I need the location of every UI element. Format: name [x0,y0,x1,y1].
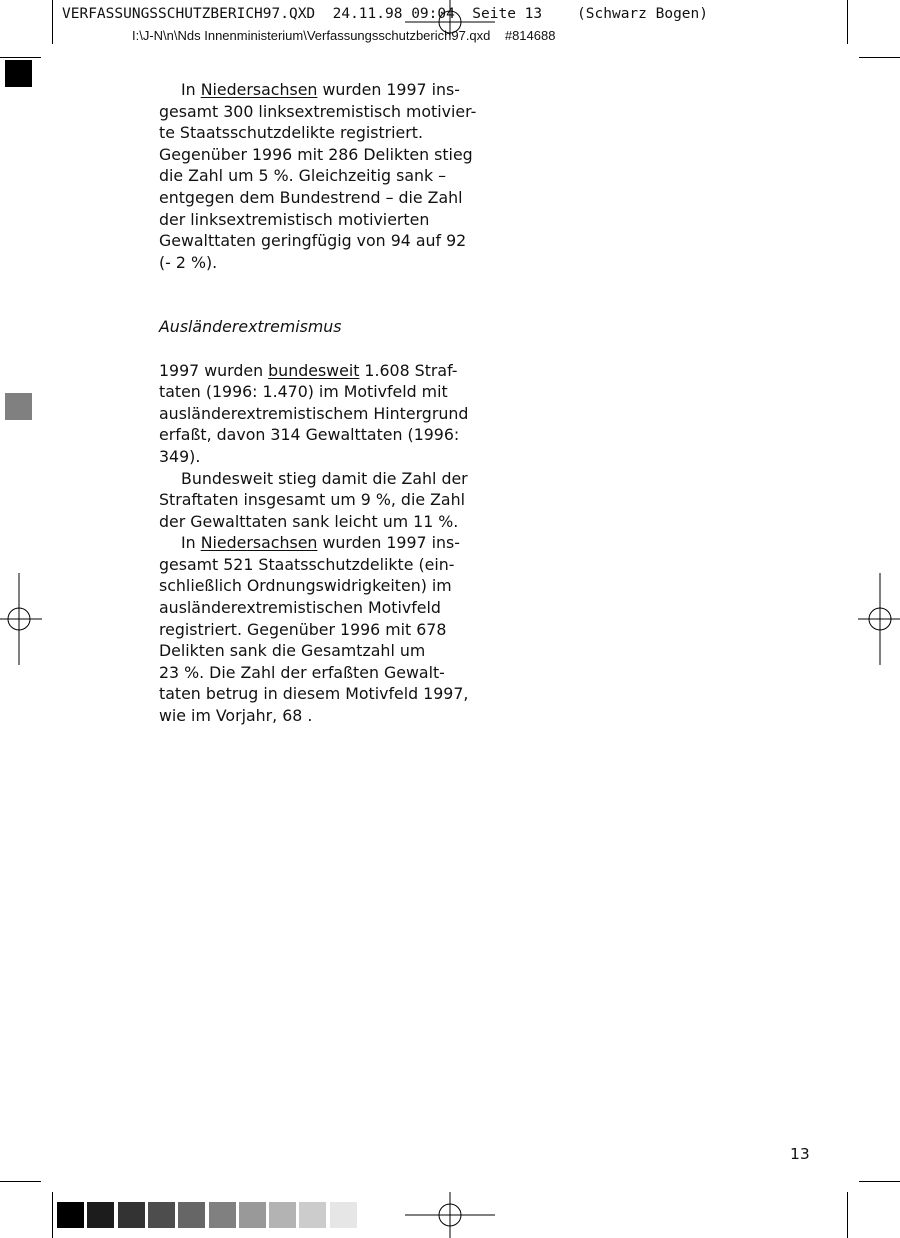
registration-mark-left [0,573,44,665]
index-marker-black [5,60,32,87]
text-line: ausländerextremistischem Hintergrund [159,403,469,423]
text-line: der Gewalttaten sank leicht um 11 %. [159,511,459,531]
registration-mark-right [856,573,900,665]
text-line: 1997 wurden bundesweit 1.608 Straf- [159,360,458,380]
text-line: gesamt 300 linksextremistisch motivier- [159,101,477,121]
text-line: (- 2 %). [159,252,218,272]
page-number: 13 [790,1145,810,1163]
crop-mark-bottom-right-vertical [847,1192,848,1238]
text-line: Gegenüber 1996 mit 286 Delikten stieg [159,144,473,164]
crop-mark-top-right-horizontal [859,57,900,58]
grayscale-swatch [239,1202,266,1228]
text-line: ausländerextremistischen Motivfeld [159,598,441,618]
file-slug-line: VERFASSUNGSSCHUTZBERICH97.QXD 24.11.98 09:04 Seite 13 (Schwarz Bogen) [62,6,709,22]
registration-mark-top [405,0,495,40]
crop-mark-top-left-vertical [52,0,53,44]
grayscale-swatch [269,1202,296,1228]
crop-mark-bottom-right-horizontal [859,1181,900,1182]
crop-mark-bottom-left-vertical [52,1192,53,1238]
index-marker-gray [5,393,32,420]
text-line: taten (1996: 1.470) im Motivfeld mit [159,382,448,402]
grayscale-swatch [118,1202,145,1228]
text-line: 23 %. Die Zahl der erfaßten Gewalt- [159,662,445,682]
text-line: In Niedersachsen wurden 1997 ins- [181,80,460,99]
grayscale-swatch [57,1202,84,1228]
body-text [159,79,477,727]
text-line: schließlich Ordnungswidrigkeiten) im [159,576,452,596]
text-line: registriert. Gegenüber 1996 mit 678 [159,619,447,639]
paragraph [159,468,469,533]
text-line: Delikten sank die Gesamtzahl um [159,641,426,661]
text-line: te Staatsschutzdelikte registriert. [159,123,423,143]
grayscale-swatch [178,1202,205,1228]
text-line: gesamt 521 Staatsschutzdelikte (ein- [159,554,455,574]
text-line: Straftaten insgesamt um 9 %, die Zahl [159,490,465,510]
spacer [159,338,469,360]
paragraph [159,532,469,726]
underlined-term: Niedersachsen [200,80,318,99]
text-line: die Zahl um 5 %. Gleichzeitig sank – [159,166,447,186]
underlined-term: Niedersachsen [200,533,318,553]
file-path-line: I:\J-N\n\Nds Innenministerium\Verfassungsschutzberich97.qxd #814688 [132,28,556,43]
text-line: der linksextremistisch motivierten [159,209,430,229]
grayscale-swatch [330,1202,357,1228]
crop-mark-bottom-left-horizontal [0,1181,41,1182]
text-line: In Niedersachsen wurden 1997 ins- [181,533,460,553]
registration-mark-bottom [405,1192,495,1238]
text-line: entgegen dem Bundestrend – die Zahl [159,187,463,207]
text-line: Gewalttaten geringfügig von 94 auf 92 [159,231,467,251]
text-line: taten betrug in diesem Motivfeld 1997, [159,684,469,704]
text-line: erfaßt, davon 314 Gewalttaten (1996: [159,425,460,445]
grayscale-swatch [87,1202,114,1228]
underlined-term: bundesweit [268,360,360,380]
text-line: 349). [159,446,201,466]
text-line: Bundesweit stieg damit die Zahl der [181,468,468,488]
grayscale-swatch [209,1202,236,1228]
section-heading: Ausländerextremismus [159,317,342,337]
crop-mark-top-right-vertical [847,0,848,44]
text-line: wie im Vorjahr, 68 . [159,706,313,726]
paragraph [159,79,477,273]
grayscale-swatch [148,1202,175,1228]
paragraph [159,360,469,468]
grayscale-swatch [299,1202,326,1228]
spacer [159,273,469,316]
crop-mark-top-left-horizontal [0,57,41,58]
